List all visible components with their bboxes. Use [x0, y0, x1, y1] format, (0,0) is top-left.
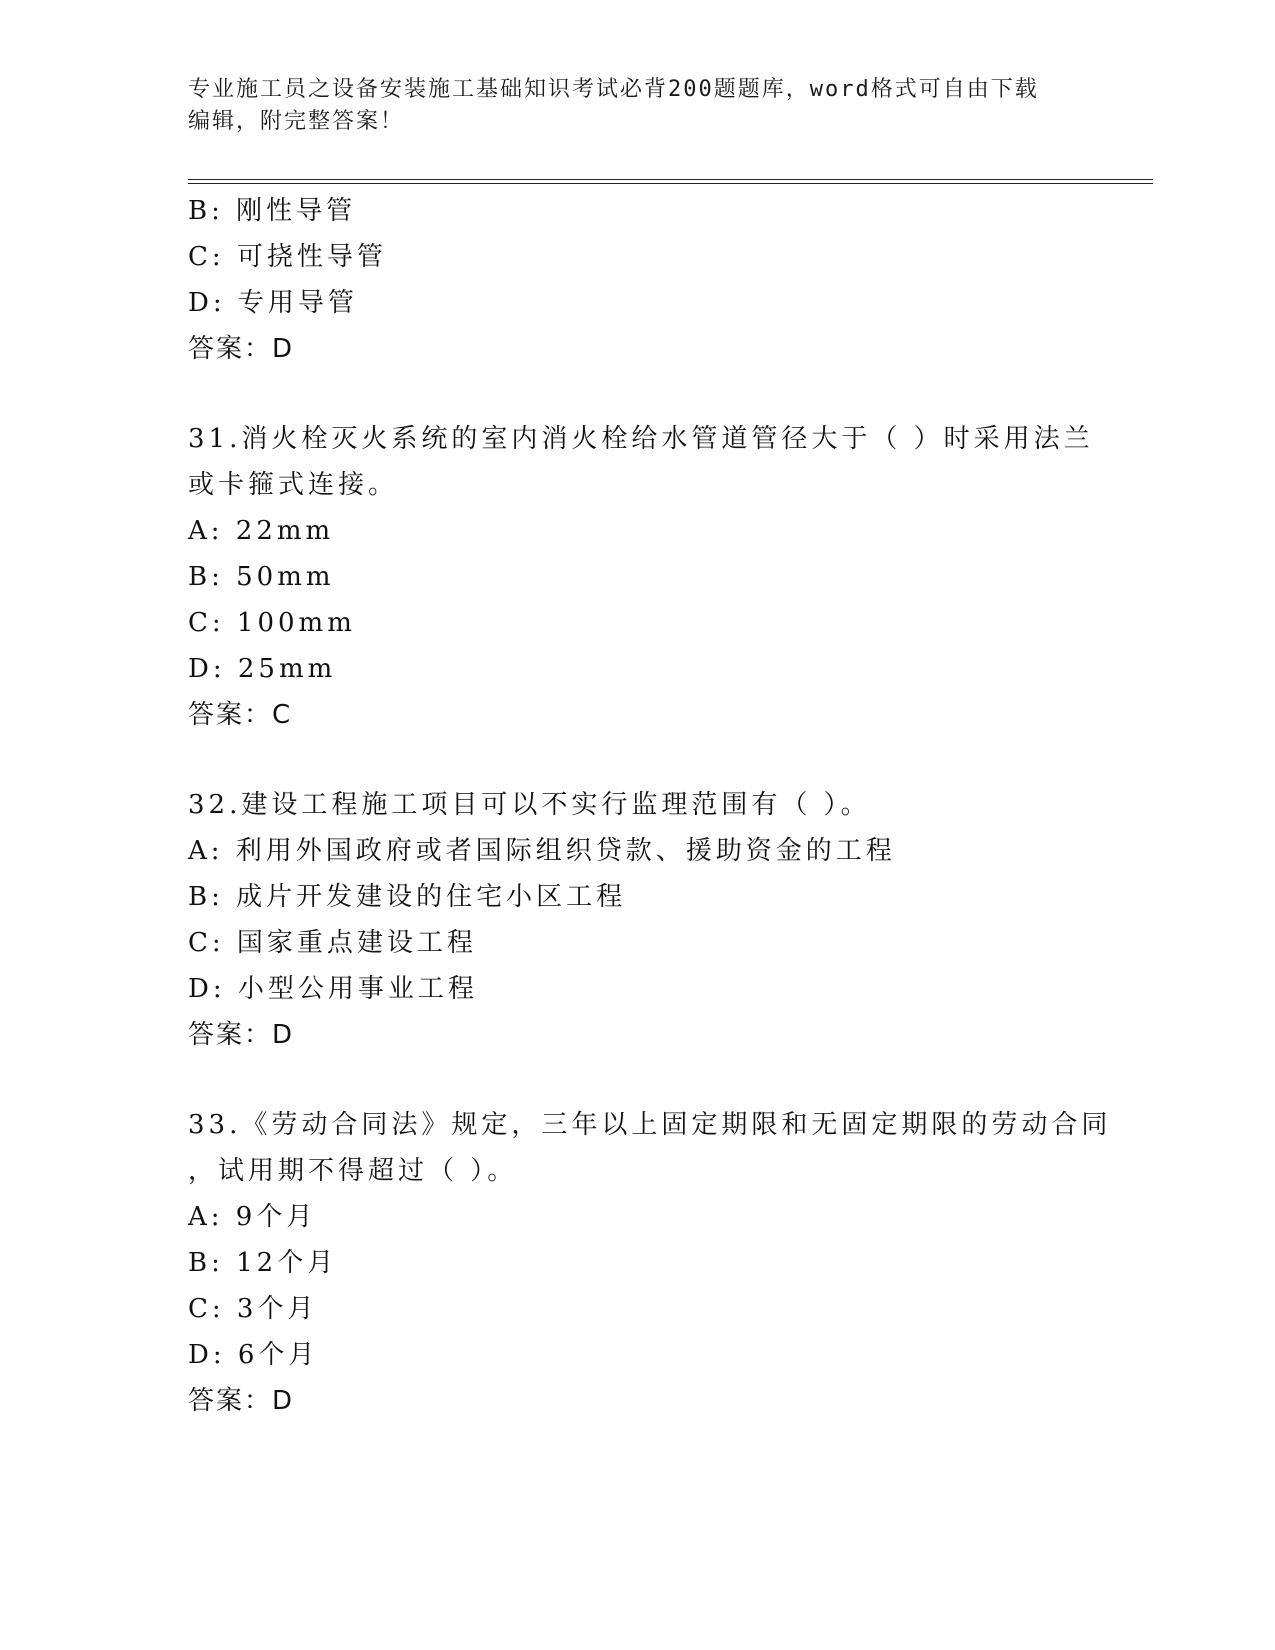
option-c: C: 3个月: [188, 1294, 318, 1324]
option-b: B: 成片开发建设的住宅小区工程: [188, 882, 627, 912]
header-divider-bottom: [188, 183, 1153, 184]
option-c: C: 100mm: [188, 608, 356, 638]
question-spacer: [188, 738, 1088, 782]
option-a: A: 9个月: [188, 1202, 317, 1232]
question-stem-line-2: 或卡箍式连接。: [188, 470, 399, 500]
header-title-line-2: 编辑，附完整答案！: [188, 109, 405, 134]
option-d: D: 6个月: [188, 1340, 319, 1370]
document-header: [188, 74, 1088, 138]
question-stem-line-1: 32.建设工程施工项目可以不实行监理范围有（ ）。: [188, 790, 871, 820]
answer-line: 答案：D: [188, 1386, 295, 1416]
question-stem-line-2: ，试用期不得超过（ ）。: [188, 1156, 518, 1186]
question-31: [188, 416, 1094, 738]
question-30-tail: [188, 188, 1088, 372]
answer-line: 答案：C: [188, 700, 293, 730]
option-b: B: 50mm: [188, 562, 335, 592]
question-spacer: [188, 1058, 1088, 1102]
question-list: [188, 188, 1112, 1424]
header-divider-top: [188, 179, 1153, 180]
question-stem-line-1: 33.《劳动合同法》规定，三年以上固定期限和无固定期限的劳动合同: [188, 1110, 1112, 1140]
option-a: A: 22mm: [188, 516, 335, 546]
question-32: [188, 782, 1088, 1058]
answer-line: 答案：D: [188, 1020, 295, 1050]
option-b: B: 刚性导管: [188, 196, 357, 226]
option-d: D: 专用导管: [188, 288, 358, 318]
header-title-line-1: 专业施工员之设备安装施工基础知识考试必背200题题库，word格式可自由下载: [188, 77, 1039, 102]
option-d: D: 25mm: [188, 654, 337, 684]
option-c: C: 国家重点建设工程: [188, 928, 477, 958]
question-33: [188, 1102, 1112, 1424]
question-stem-line-1: 31.消火栓灭火系统的室内消火栓给水管道管径大于（ ）时采用法兰: [188, 424, 1094, 454]
option-a: A: 利用外国政府或者国际组织贷款、援助资金的工程: [188, 836, 896, 866]
question-spacer: [188, 372, 1088, 416]
option-c: C: 可挠性导管: [188, 242, 387, 272]
option-b: B: 12个月: [188, 1248, 338, 1278]
option-d: D: 小型公用事业工程: [188, 974, 478, 1004]
answer-line: 答案：D: [188, 334, 295, 364]
